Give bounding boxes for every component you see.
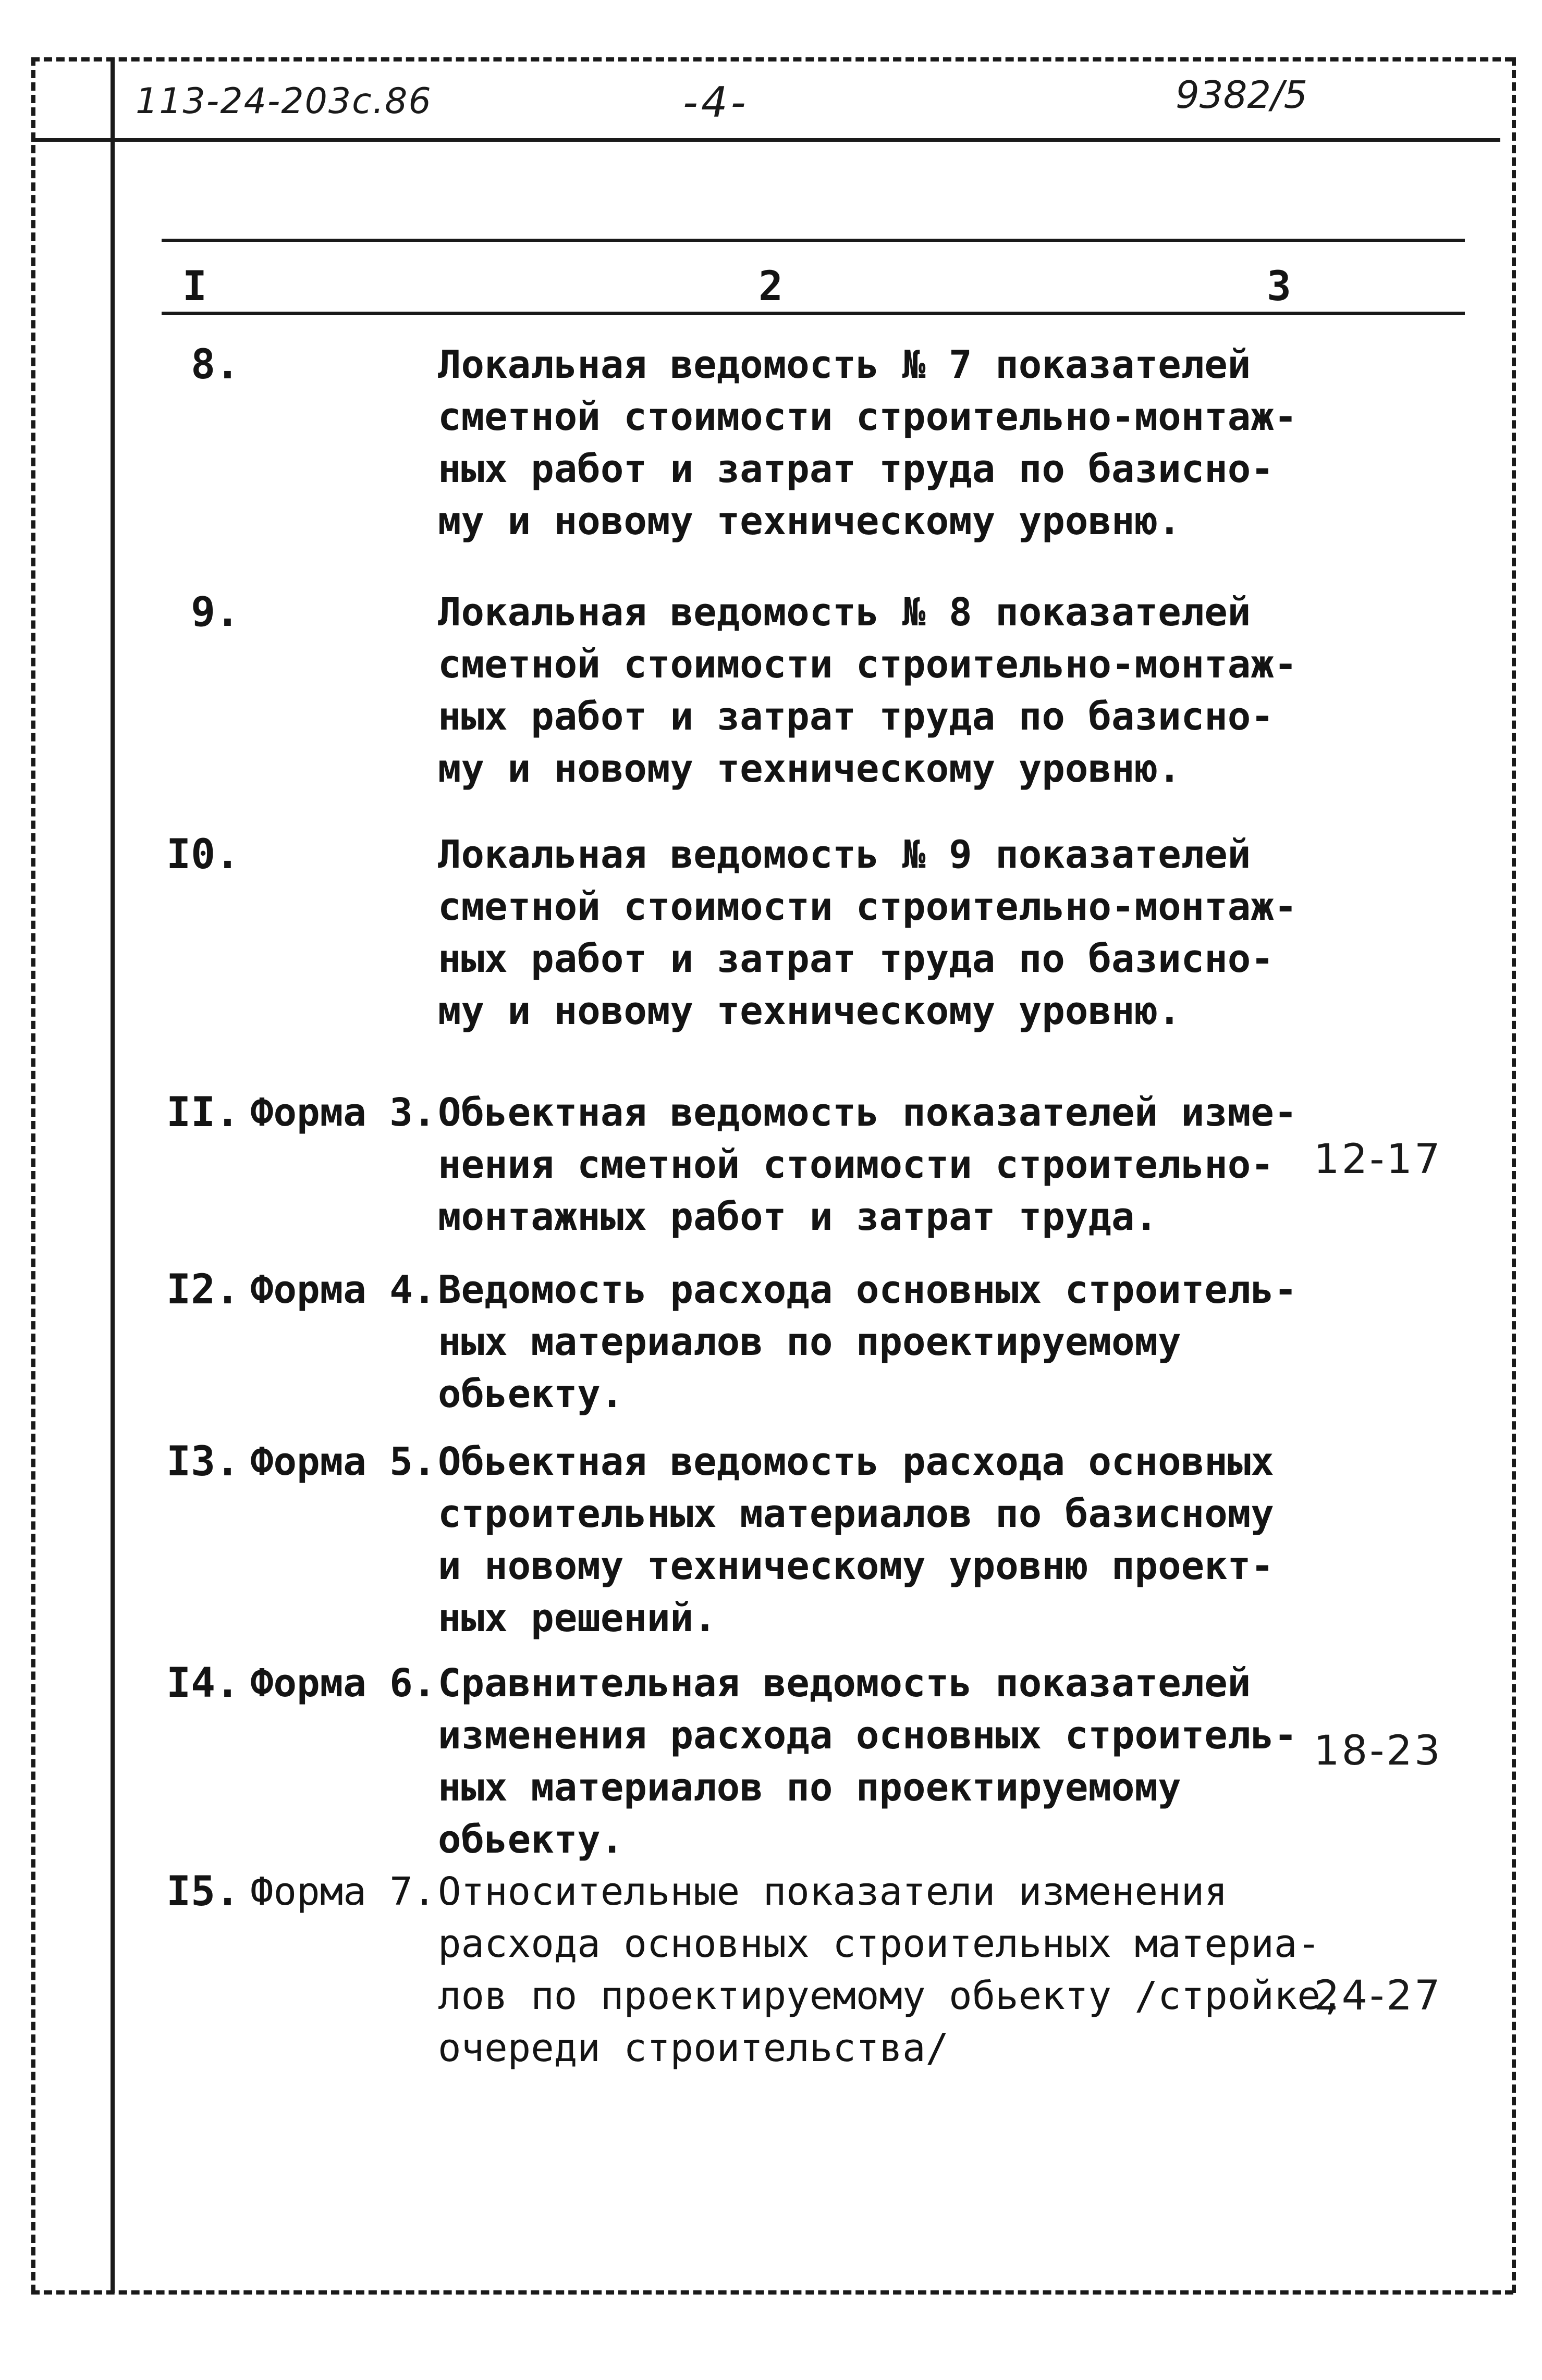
row-description	[438, 1436, 1428, 1644]
row-pages: 24-27	[1314, 1972, 1442, 2019]
description-line: Локальная ведомость № 7 показателей	[438, 342, 1251, 387]
description-line: Локальная ведомость № 9 показателей	[438, 832, 1251, 877]
description-line: ных работ и затрат труда по базисно-	[438, 694, 1274, 739]
description-line: сметной стоимости строительно-монтаж-	[438, 884, 1298, 929]
row-description	[438, 1657, 1428, 1866]
description-line: ных материалов по проектируемому	[438, 1765, 1181, 1810]
column-header-3: 3	[1267, 263, 1291, 310]
description-line: му и новому техническому уровню.	[438, 989, 1181, 1033]
description-line: обьекту.	[438, 1817, 624, 1862]
description-line: Локальная ведомость № 8 показателей	[438, 590, 1251, 635]
description-line: и новому техническому уровню проект-	[438, 1544, 1274, 1588]
description-line: очереди строительства/	[438, 2026, 949, 2070]
description-line: обьекту.	[438, 1372, 624, 1416]
description-line: ных решений.	[438, 1596, 717, 1641]
description-line: нения сметной стоимости строительно-	[438, 1142, 1274, 1187]
row-description	[438, 1866, 1428, 2074]
page-number: -4-	[683, 78, 749, 127]
frame-top-border	[31, 57, 1513, 61]
frame-right-border	[1512, 57, 1516, 2293]
description-line: Обьектная ведомость показателей изме-	[438, 1090, 1298, 1135]
row-number: I0.	[166, 831, 240, 878]
description-line: монтажных работ и затрат труда.	[438, 1194, 1158, 1239]
binding-margin-line	[111, 57, 115, 2293]
description-line: сметной стоимости строительно-монтаж-	[438, 394, 1298, 439]
description-line: ных работ и затрат труда по базисно-	[438, 447, 1274, 491]
description-line: сметной стоимости строительно-монтаж-	[438, 642, 1298, 687]
frame-bottom-border	[31, 2290, 1513, 2295]
row-number: II.	[166, 1089, 240, 1136]
row-description	[438, 586, 1428, 795]
description-line: расхода основных строительных материа-	[438, 1921, 1320, 1966]
column-header-2: 2	[758, 263, 783, 310]
row-number: I2.	[166, 1266, 240, 1313]
table-header-rule	[162, 312, 1465, 315]
row-description	[438, 1264, 1428, 1420]
description-line: изменения расхода основных строитель-	[438, 1713, 1298, 1758]
description-line: лов по проектируемому обьекту /стройке,	[438, 1974, 1344, 2018]
column-header-1: I	[182, 263, 207, 310]
header-stamp-line	[31, 138, 1500, 142]
row-description	[438, 1087, 1428, 1243]
sheet-reference: 9382/5	[1176, 73, 1308, 117]
description-line: ных работ и затрат труда по базисно-	[438, 936, 1274, 981]
row-number: I4.	[166, 1660, 240, 1707]
row-number: 8.	[191, 341, 240, 388]
row-number: 9.	[191, 589, 240, 636]
table-top-rule	[162, 239, 1465, 242]
row-description	[438, 829, 1428, 1037]
description-line: Сравнительная ведомость показателей	[438, 1661, 1251, 1706]
frame-left-border	[31, 57, 35, 2293]
row-form: Форма 3.	[250, 1090, 436, 1135]
row-form: Форма 4.	[250, 1267, 436, 1312]
row-number: I5.	[166, 1868, 240, 1915]
description-line: Ведомость расхода основных строитель-	[438, 1267, 1298, 1312]
row-form: Форма 6.	[250, 1661, 436, 1706]
description-line: ных материалов по проектируемому	[438, 1320, 1181, 1364]
row-pages: 18-23	[1314, 1728, 1442, 1774]
document-code: 113-24-203с.86	[136, 81, 432, 122]
row-number: I3.	[166, 1438, 240, 1485]
description-line: Относительные показатели изменения	[438, 1869, 1228, 1914]
description-line: строительных материалов по базисному	[438, 1491, 1274, 1536]
row-form: Форма 7.	[250, 1869, 436, 1914]
row-form: Форма 5.	[250, 1439, 436, 1484]
row-description	[438, 339, 1428, 547]
row-pages: 12-17	[1314, 1136, 1442, 1183]
description-line: Обьектная ведомость расхода основных	[438, 1439, 1274, 1484]
description-line: му и новому техническому уровню.	[438, 499, 1181, 544]
description-line: му и новому техническому уровню.	[438, 746, 1181, 791]
